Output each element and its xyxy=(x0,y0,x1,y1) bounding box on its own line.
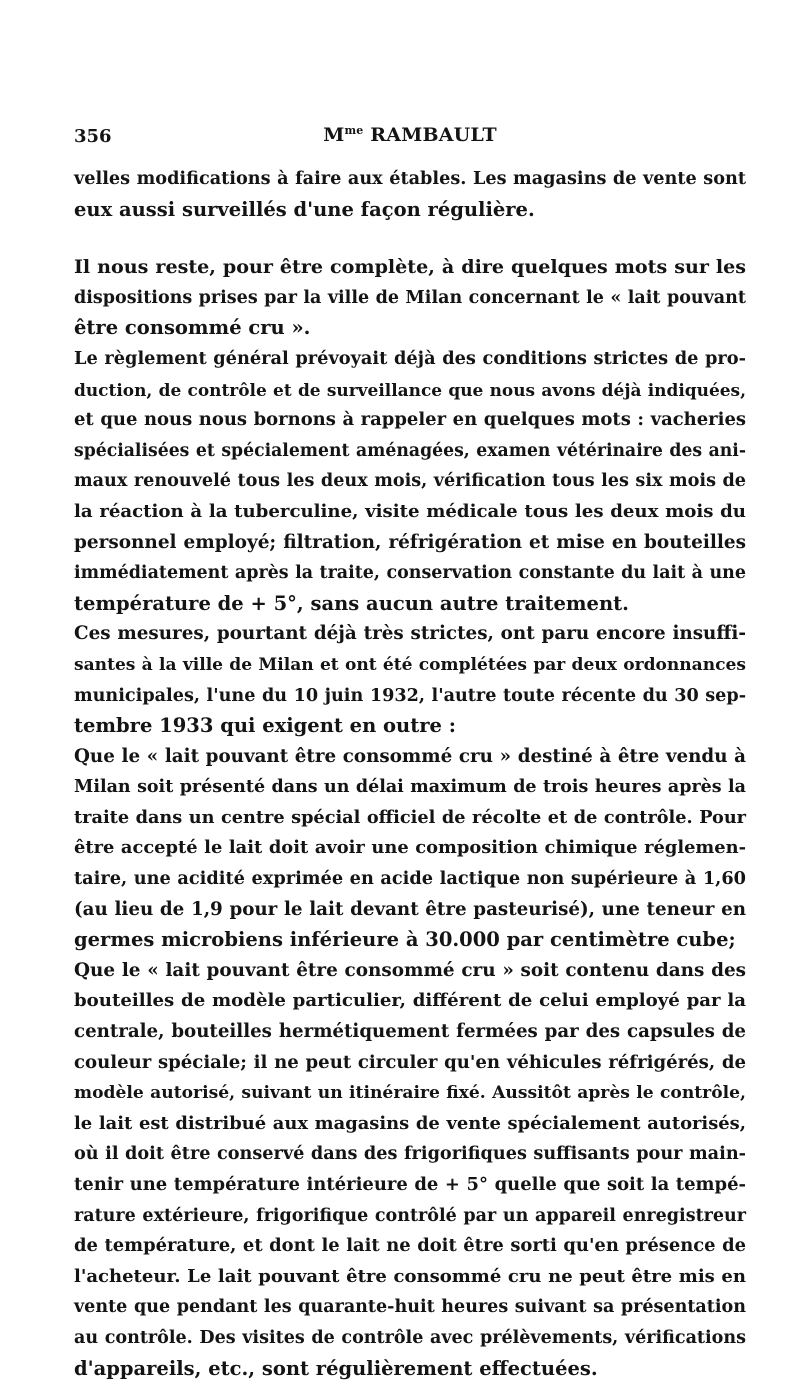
text-line: duction, de contrôle et de surveillance que nous avons déjà indiquées, xyxy=(74,379,746,400)
text-line: personnel employé; filtration, réfrigération et mise en bouteilles xyxy=(74,531,746,553)
page-body xyxy=(74,164,746,1384)
text-line: tenir une température intérieure de + 5° quelle que soit la tempé- xyxy=(74,1174,746,1195)
text-line: où il doit être conservé dans des frigorifiques suffisants pour main- xyxy=(74,1143,746,1165)
text-line: Que le « lait pouvant être consommé cru » soit contenu dans des xyxy=(74,959,746,981)
paragraph xyxy=(74,742,746,956)
text-line: l'acheteur. Le lait pouvant être consommé cru ne peut être mis en xyxy=(74,1265,746,1287)
text-line: être consommé cru ». xyxy=(74,316,311,340)
text-line: traite dans un centre spécial officiel de récolte et de contrôle. Pour xyxy=(74,806,746,828)
text-line: et que nous nous bornons à rappeler en quelques mots : vacheries xyxy=(74,409,746,431)
text-line: bouteilles de modèle particulier, différent de celui employé par la xyxy=(74,990,746,1012)
running-head-author: RAMBAULT xyxy=(363,124,497,146)
running-head-superscript: me xyxy=(344,124,364,137)
text-line: taire, une acidité exprimée en acide lactique non supérieure à 1,60 xyxy=(74,868,746,890)
text-line: vente que pendant les quarante-huit heures suivant sa présentation xyxy=(74,1297,746,1318)
text-line: germes microbiens inférieure à 30.000 par centimètre cube; xyxy=(74,928,736,952)
text-line: rature extérieure, frigorifique contrôlé par un appareil enregistreur xyxy=(74,1205,746,1226)
paragraph xyxy=(74,956,746,1384)
text-line: couleur spéciale; il ne peut circuler qu'en véhicules réfrigérés, de xyxy=(74,1051,746,1073)
text-line: Milan soit présenté dans un délai maximum de trois heures après la xyxy=(74,777,746,798)
paragraph xyxy=(74,344,746,619)
text-line: immédiatement après la traite, conservation constante du lait à une xyxy=(74,563,746,584)
text-line: modèle autorisé, suivant un itinéraire fixé. Aussitôt après le contrôle, xyxy=(74,1083,746,1104)
running-head-prefix: M xyxy=(323,124,345,146)
text-line: Le règlement général prévoyait déjà des conditions strictes de pro- xyxy=(74,347,746,369)
text-line: au contrôle. Des visites de contrôle avec prélèvements, vérifications xyxy=(74,1327,746,1348)
text-line: santes à la ville de Milan et ont été complétées par deux ordonnances xyxy=(74,654,746,675)
text-line: eux aussi surveillés d'une façon régulière. xyxy=(74,197,535,221)
page-number: 356 xyxy=(74,126,112,147)
text-line: de température, et dont le lait ne doit être sorti qu'en présence de xyxy=(74,1235,746,1257)
page-header xyxy=(74,120,746,150)
text-line: maux renouvelé tous les deux mois, vérification tous les six mois de xyxy=(74,470,746,492)
text-line: être accepté le lait doit avoir une composition chimique réglemen- xyxy=(74,837,746,859)
text-line: Que le « lait pouvant être consommé cru » destiné à être vendu à xyxy=(74,745,746,767)
text-line: tembre 1933 qui exigent en outre : xyxy=(74,714,456,738)
text-line: d'appareils, etc., sont régulièrement effectuées. xyxy=(74,1356,598,1380)
text-line: (au lieu de 1,9 pour le lait devant être pasteurisé), une teneur en xyxy=(74,898,746,920)
text-line: température de + 5°, sans aucun autre traitement. xyxy=(74,591,629,615)
paragraph xyxy=(74,619,746,741)
text-line: velles modifications à faire aux étables. Les magasins de vente sont xyxy=(74,168,746,189)
text-line: municipales, l'une du 10 juin 1932, l'autre toute récente du 30 sep- xyxy=(74,684,746,706)
text-line: le lait est distribué aux magasins de vente spécialement autorisés, xyxy=(74,1112,746,1134)
text-line: Ces mesures, pourtant déjà très strictes, ont paru encore insuffi- xyxy=(74,623,746,645)
text-line: spécialisées et spécialement aménagées, examen vétérinaire des ani- xyxy=(74,440,746,461)
paragraph xyxy=(74,164,746,225)
text-line: centrale, bouteilles hermétiquement fermées par des capsules de xyxy=(74,1021,746,1043)
text-line: dispositions prises par la ville de Milan concernant le « lait pouvant xyxy=(74,287,746,308)
paragraph xyxy=(74,252,746,344)
running-head xyxy=(74,124,746,146)
text-line: Il nous reste, pour être complète, à dire quelques mots sur les xyxy=(74,255,746,279)
text-line: la réaction à la tuberculine, visite médicale tous les deux mois du xyxy=(74,500,746,522)
